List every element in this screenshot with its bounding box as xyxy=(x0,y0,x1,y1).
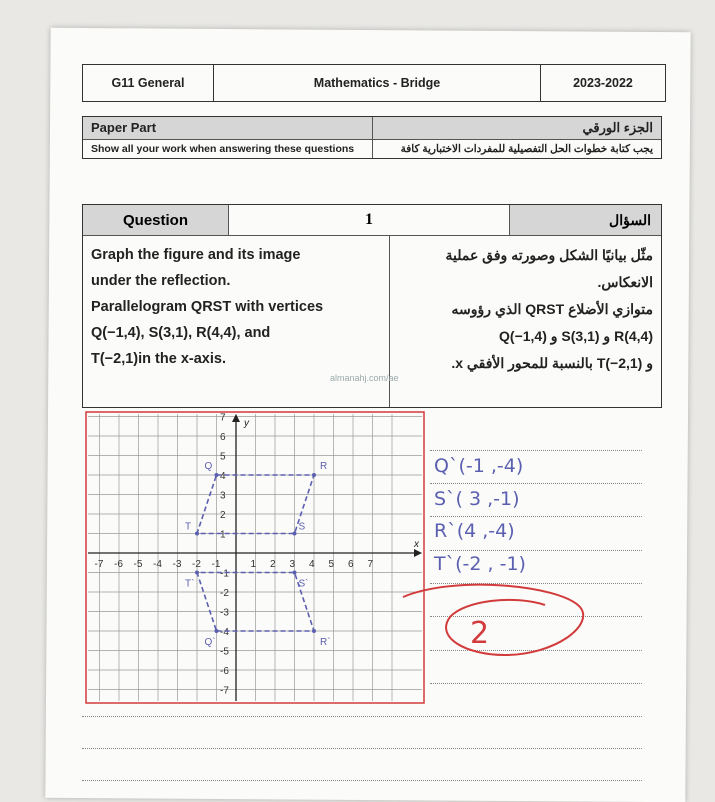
vertex-point xyxy=(293,532,297,536)
y-tick-label: 7 xyxy=(220,412,226,424)
y-axis-label: y xyxy=(244,418,249,429)
question-ar-line: و T(−2,1) بالنسبة للمحور الأفقي x. xyxy=(451,355,653,371)
y-tick-label: -7 xyxy=(220,685,229,697)
vertex-label: R xyxy=(320,461,328,472)
x-tick-label: 6 xyxy=(348,559,354,570)
answer-r-prime: R`(4 ,-4) xyxy=(434,520,515,542)
image-vertex-label: T` xyxy=(185,578,195,590)
vertex-point xyxy=(195,571,199,575)
year-label: 2023-2022 xyxy=(573,76,633,90)
y-tick-label: -6 xyxy=(220,666,229,677)
answer-line xyxy=(82,748,642,749)
x-tick-label: -1 xyxy=(211,559,221,570)
paper-part-title-en: Paper Part xyxy=(91,120,157,135)
x-tick-label: 2 xyxy=(270,559,276,570)
paper-part-title-ar: الجزء الورقي xyxy=(372,117,662,139)
y-tick-label: -2 xyxy=(220,588,229,599)
question-text-ar xyxy=(390,236,661,407)
answer-s-prime: S`( 3 ,-1) xyxy=(434,488,520,510)
x-tick-label: 4 xyxy=(309,559,315,570)
x-axis-label: x xyxy=(414,539,419,550)
vertex-point xyxy=(293,571,297,575)
vertex-label: Q xyxy=(204,461,213,472)
grade-mark xyxy=(395,575,595,685)
answer-line xyxy=(430,483,642,484)
question-label-ar: السؤال xyxy=(510,205,661,235)
vertex-point xyxy=(312,473,316,477)
y-tick-label: -5 xyxy=(220,646,229,658)
x-tick-label: -6 xyxy=(114,559,123,570)
question-label-en: Question xyxy=(83,205,229,235)
instruction-ar: يجب كتابة خطوات الحل التفصيلية للمفردات الاختبارية كافة xyxy=(372,140,662,158)
watermark: almanahj.com/ae xyxy=(330,373,399,383)
y-tick-label: -1 xyxy=(220,568,229,580)
x-tick-label: -2 xyxy=(192,559,201,570)
image-vertex-label: R` xyxy=(320,637,331,648)
answer-line xyxy=(430,550,642,551)
y-tick-label: 1 xyxy=(220,529,226,541)
paper-part-box xyxy=(82,116,662,159)
question-en-line: under the reflection. xyxy=(91,273,231,289)
y-tick-label: 2 xyxy=(220,510,226,521)
grade-label: G11 General xyxy=(83,65,214,101)
x-tick-label: 1 xyxy=(250,559,257,570)
y-tick-label: 5 xyxy=(220,451,226,463)
vertex-point xyxy=(215,629,219,633)
question-ar-line: مثّل بيانيًا الشكل وصورته وفق عملية xyxy=(445,247,653,263)
subject-label: Mathematics - Bridge xyxy=(214,65,541,101)
x-tick-label: -7 xyxy=(94,559,104,570)
question-en-line: Graph the figure and its image xyxy=(91,247,301,263)
x-tick-label: -3 xyxy=(172,559,182,570)
question-ar-line: R(4,4) و S(3,1) و Q(−1,4) xyxy=(499,328,653,344)
image-vertex-label: Q` xyxy=(204,637,216,648)
question-ar-line: متوازي الأضلاع QRST الذي رؤوسه xyxy=(451,301,653,317)
question-en-line: T(−2,1)in the x-axis. xyxy=(91,351,226,367)
y-tick-label: -4 xyxy=(220,627,229,638)
x-tick-label: -4 xyxy=(153,559,162,570)
y-tick-label: 6 xyxy=(220,432,226,443)
image-vertex-label: S` xyxy=(298,578,309,590)
question-number: 1 xyxy=(229,205,510,235)
answer-line xyxy=(82,716,642,717)
answer-line xyxy=(82,780,642,781)
coordinate-grid xyxy=(84,410,426,705)
x-axis-arrow xyxy=(414,549,422,557)
x-tick-label: 5 xyxy=(328,559,335,570)
y-axis-arrow xyxy=(232,414,240,422)
x-tick-label: 7 xyxy=(367,559,374,570)
vertex-label: T xyxy=(185,521,192,533)
vertex-label: S xyxy=(298,521,306,533)
question-en-line: Parallelogram QRST with vertices xyxy=(91,299,324,315)
x-tick-label: 3 xyxy=(289,559,296,570)
y-tick-label: 4 xyxy=(220,471,226,482)
vertex-point xyxy=(195,532,199,536)
x-tick-label: -5 xyxy=(133,559,143,570)
exam-header xyxy=(82,64,666,102)
y-tick-label: -3 xyxy=(220,607,229,619)
answer-line xyxy=(430,516,642,517)
question-en-line: Q(−1,4), S(3,1), R(4,4), and xyxy=(91,325,271,341)
question-ar-line: الانعكاس. xyxy=(597,274,653,290)
answer-t-prime: T`(-2 , -1) xyxy=(434,553,526,575)
answer-q-prime: Q`(-1 ,-4) xyxy=(434,455,524,477)
y-tick-label: 3 xyxy=(220,490,226,502)
vertex-point xyxy=(312,629,316,633)
instruction-en: Show all your work when answering these questions xyxy=(91,143,355,155)
grade-circle xyxy=(403,585,583,655)
grade-score: 2 xyxy=(470,616,490,651)
vertex-point xyxy=(215,473,219,477)
answer-line xyxy=(430,450,642,451)
